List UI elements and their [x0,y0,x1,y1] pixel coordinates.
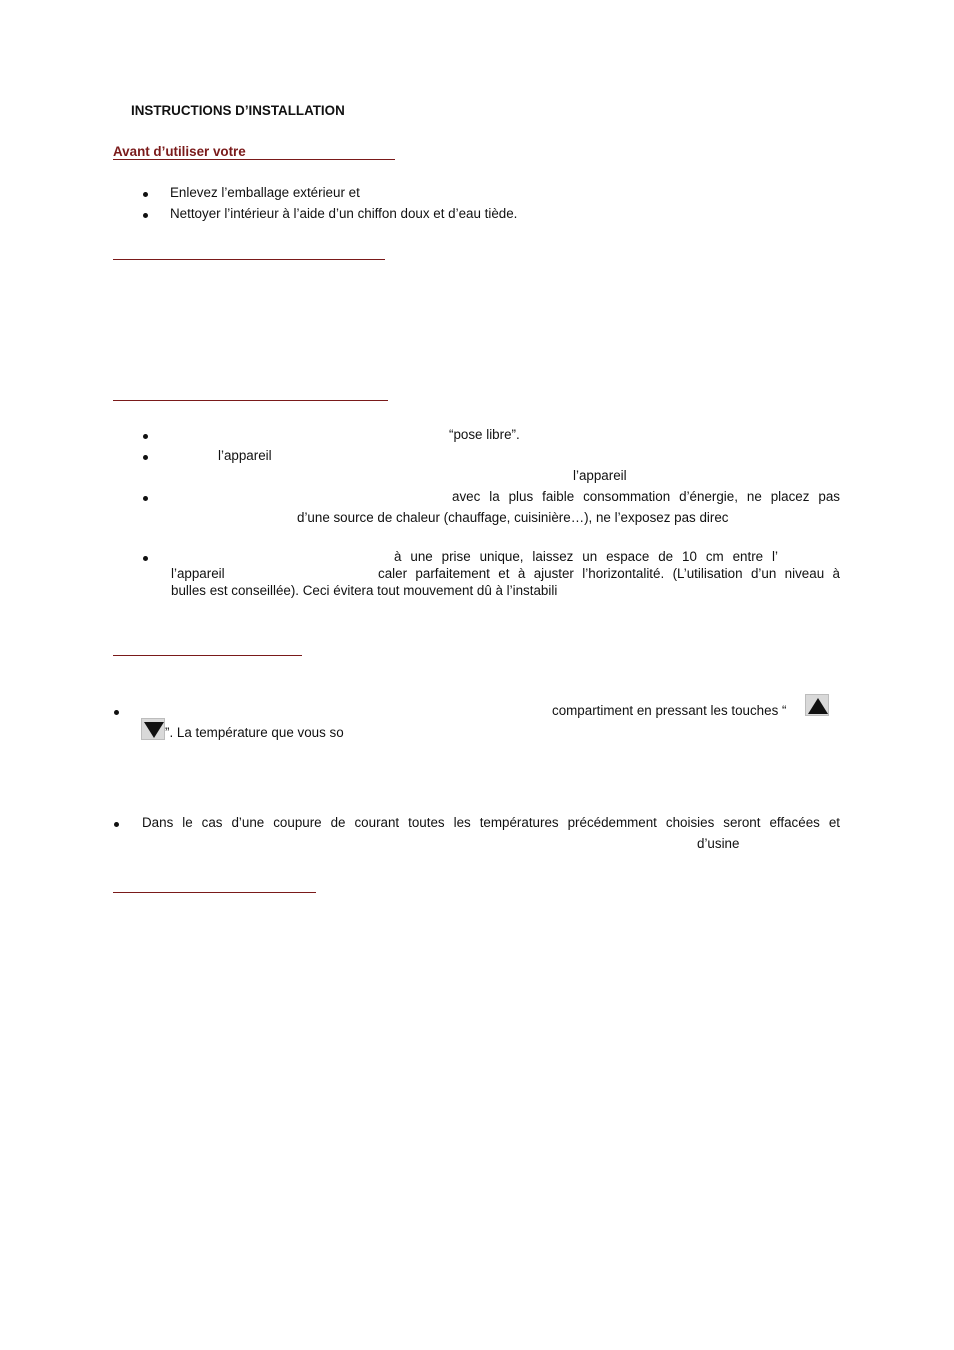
section-underline [113,159,395,160]
bullet [143,496,148,501]
bullet [114,710,119,715]
list-item-clean: Nettoyer l’intérieur à l’aide d’un chiffon doux et d’eau tiède. [170,206,518,221]
bullet [143,556,148,561]
list-item-text: l’appareil [171,566,225,581]
list-item-text: bulles est conseillée). Ceci évitera tout mouvement dû à l’instabili [171,583,558,598]
list-item-text: d’une source de chaleur (chauffage, cuisinière…), ne l’exposez pas direc [297,510,729,525]
list-item-power-cut: Dans le cas d’une coupure de courant toutes les températures précédemment choisies seront effacées et [142,815,840,830]
list-item-text: l’appareil [218,448,272,463]
triangle-up-icon [805,694,829,716]
page-title: INSTRUCTIONS D’INSTALLATION [131,103,345,118]
section-underline [113,259,385,260]
section-underline [113,892,316,893]
list-item-text: d’usine [697,836,740,851]
list-item-text: à une prise unique, laissez un espace de 10 cm entre l’ [394,549,778,564]
section-underline [113,655,302,656]
section-heading-before-use: Avant d’utiliser votre [113,144,246,159]
bullet [143,434,148,439]
list-item-text: “pose libre”. [449,427,520,442]
list-item-text: l’appareil [573,468,627,483]
bullet [143,213,148,218]
list-item-text: compartiment en pressant les touches “ [552,703,787,718]
list-item-text: avec la plus faible consommation d’énergie, ne placez pas [452,489,840,504]
bullet [114,822,119,827]
triangle-down-icon [141,718,165,740]
bullet [143,192,148,197]
section-underline [113,400,388,401]
list-item-text: ”. La température que vous so [165,725,344,740]
list-item-text: caler parfaitement et à ajuster l’horizontalité. (L’utilisation d’un niveau à [378,566,840,581]
list-item-unpack: Enlevez l’emballage extérieur et [170,185,360,200]
bullet [143,455,148,460]
